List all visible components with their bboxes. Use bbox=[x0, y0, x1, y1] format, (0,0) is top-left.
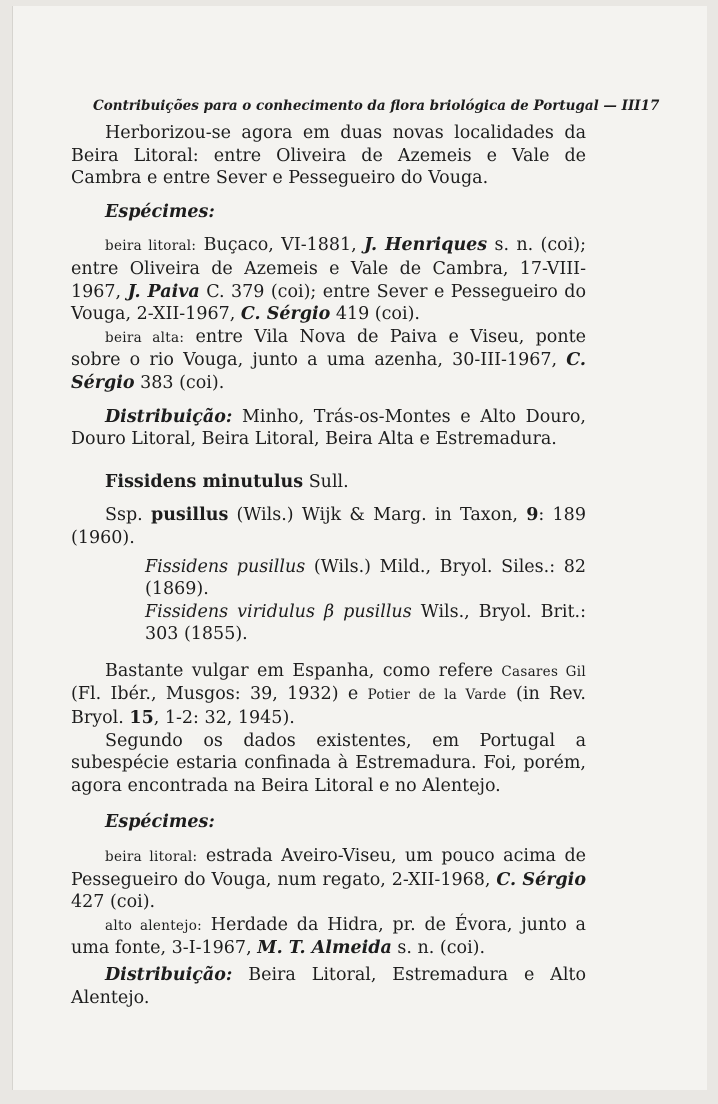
distribution-1: Distribuição: Minho, Trás-os-Montes e Alto Douro, Douro Litoral, Beira Litoral, Beira Alta e Estremadura. bbox=[71, 406, 586, 450]
specimens-heading-1: Espécimes: bbox=[105, 201, 215, 222]
synonym-2: Fissidens viridulus β pusillus Wils., Bryol. Brit.: 303 (1855). bbox=[145, 601, 586, 645]
note-paragraph-2: Segundo os dados existentes, em Portugal a subespécie estaria confinada à Estremadura. Foi, porém, agora encontrada na Beira Litoral e no Alentejo. bbox=[71, 730, 586, 796]
document-page bbox=[12, 6, 707, 1090]
intro-paragraph: Herborizou-se agora em duas novas localidades da Beira Litoral: entre Oliveira de Azemeis e Vale de Cambra e entre Sever e Pessegueiro do Vouga. bbox=[71, 123, 586, 189]
specimens-heading-2: Espécimes: bbox=[105, 812, 215, 833]
specimen-beira-litoral-1: beira litoral: Buçaco, VI-1881, J. Henriques s. n. (coi); entre Oliveira de Azemeis e Vale de Cambra, 17-VIII-1967, J. Paiva C. 379 (coi); entre Sever e Pessegueiro do Vouga, 2-XII-1967, C. Sérgio 419 (coi). bbox=[71, 235, 586, 325]
distribution-2: Distribuição: Beira Litoral, Estremadura e Alto Alentejo. bbox=[71, 965, 586, 1008]
specimen-beira-litoral-2: beira litoral: estrada Aveiro-Viseu, um pouco acima de Pessegueiro do Vouga, num regato, 2-XII-1968, C. Sérgio 427 (coi). bbox=[71, 846, 587, 913]
note-paragraph-1: Bastante vulgar em Espanha, como refere Casares Gil (Fl. Ibér., Musgos: 39, 1932) e Potier de la Varde (in Rev. Bryol. 15, 1-2: 32, 1945). bbox=[71, 660, 586, 729]
running-title: Contribuições para o conhecimento da flora briológica de Portugal — III bbox=[93, 98, 641, 114]
body-text bbox=[71, 122, 586, 1009]
specimen-alto-alentejo: alto alentejo: Herdade da Hidra, pr. de Évora, junto a uma fonte, 3-I-1967, M. T. Almeida s. n. (coi). bbox=[71, 914, 586, 959]
running-header bbox=[93, 98, 660, 114]
specimen-beira-alta: beira alta: entre Vila Nova de Paiva e Viseu, ponte sobre o rio Vouga, junto a uma azenha, 30-III-1967, C. Sérgio 383 (coi). bbox=[71, 326, 586, 393]
synonym-1: Fissidens pusillus (Wils.) Mild., Bryol. Siles.: 82 (1869). bbox=[145, 556, 586, 600]
page-number: 17 bbox=[640, 98, 660, 114]
species-heading: Fissidens minutulus Sull. bbox=[105, 471, 349, 492]
subspecies-line: Ssp. pusillus (Wils.) Wijk & Marg. in Taxon, 9: 189 (1960). bbox=[71, 505, 586, 548]
